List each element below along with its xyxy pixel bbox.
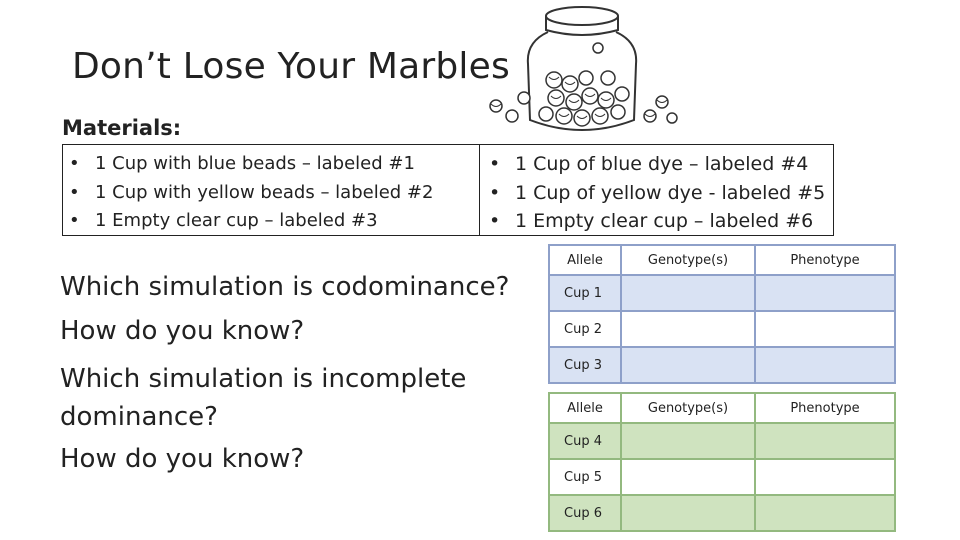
genotype-cell[interactable] [621,311,755,347]
phenotype-cell[interactable] [755,275,895,311]
list-item: • 1 Cup with blue beads – labeled #1 [65,150,433,179]
table-header-row [549,393,895,423]
question-how-know-2: How do you know? [60,444,305,474]
phenotype-cell[interactable] [755,347,895,383]
question-codominance: Which simulation is codominance? [60,272,510,302]
question-incomplete-cont: dominance? [60,402,218,432]
row-label: Cup 1 [549,275,621,311]
materials-list-left [65,150,433,236]
bullet-icon: • [489,210,501,232]
bullet-icon: • [69,153,80,174]
row-label: Cup 6 [549,495,621,531]
genotype-cell[interactable] [621,423,755,459]
genotype-cell[interactable] [621,495,755,531]
table-row [549,275,895,311]
table-row [549,423,895,459]
table-row [549,495,895,531]
list-item: • 1 Empty clear cup – labeled #6 [485,207,825,236]
allele-table-2 [548,392,896,532]
table-row [549,311,895,347]
phenotype-cell[interactable] [755,459,895,495]
table-header-row [549,245,895,275]
genotype-cell[interactable] [621,347,755,383]
header-genotype: Genotype(s) [621,393,755,423]
header-phenotype: Phenotype [755,245,895,275]
header-allele: Allele [549,245,621,275]
materials-heading: Materials: [62,116,182,140]
genotype-cell[interactable] [621,459,755,495]
header-allele: Allele [549,393,621,423]
row-label: Cup 2 [549,311,621,347]
table-row [549,347,895,383]
row-label: Cup 5 [549,459,621,495]
bullet-icon: • [69,181,80,203]
phenotype-cell[interactable] [755,495,895,531]
bullet-icon: • [69,210,80,231]
table-row [549,459,895,495]
question-incomplete: Which simulation is incomplete [60,364,467,394]
row-label: Cup 4 [549,423,621,459]
genotype-cell[interactable] [621,275,755,311]
list-item: • 1 Empty clear cup – labeled #3 [65,207,433,236]
question-how-know-1: How do you know? [60,316,305,346]
slide-title: Don’t Lose Your Marbles [72,46,510,87]
row-label: Cup 3 [549,347,621,383]
list-item: • 1 Cup of yellow dye - labeled #5 [485,179,825,208]
materials-box [62,144,834,236]
marble-jar-icon [476,2,686,140]
bullet-icon: • [489,153,501,175]
header-phenotype: Phenotype [755,393,895,423]
allele-table-1 [548,244,896,384]
header-genotype: Genotype(s) [621,245,755,275]
materials-divider [479,144,480,236]
phenotype-cell[interactable] [755,423,895,459]
materials-list-right [485,150,825,236]
list-item: • 1 Cup with yellow beads – labeled #2 [65,179,433,208]
phenotype-cell[interactable] [755,311,895,347]
list-item: • 1 Cup of blue dye – labeled #4 [485,150,825,179]
bullet-icon: • [489,181,501,204]
